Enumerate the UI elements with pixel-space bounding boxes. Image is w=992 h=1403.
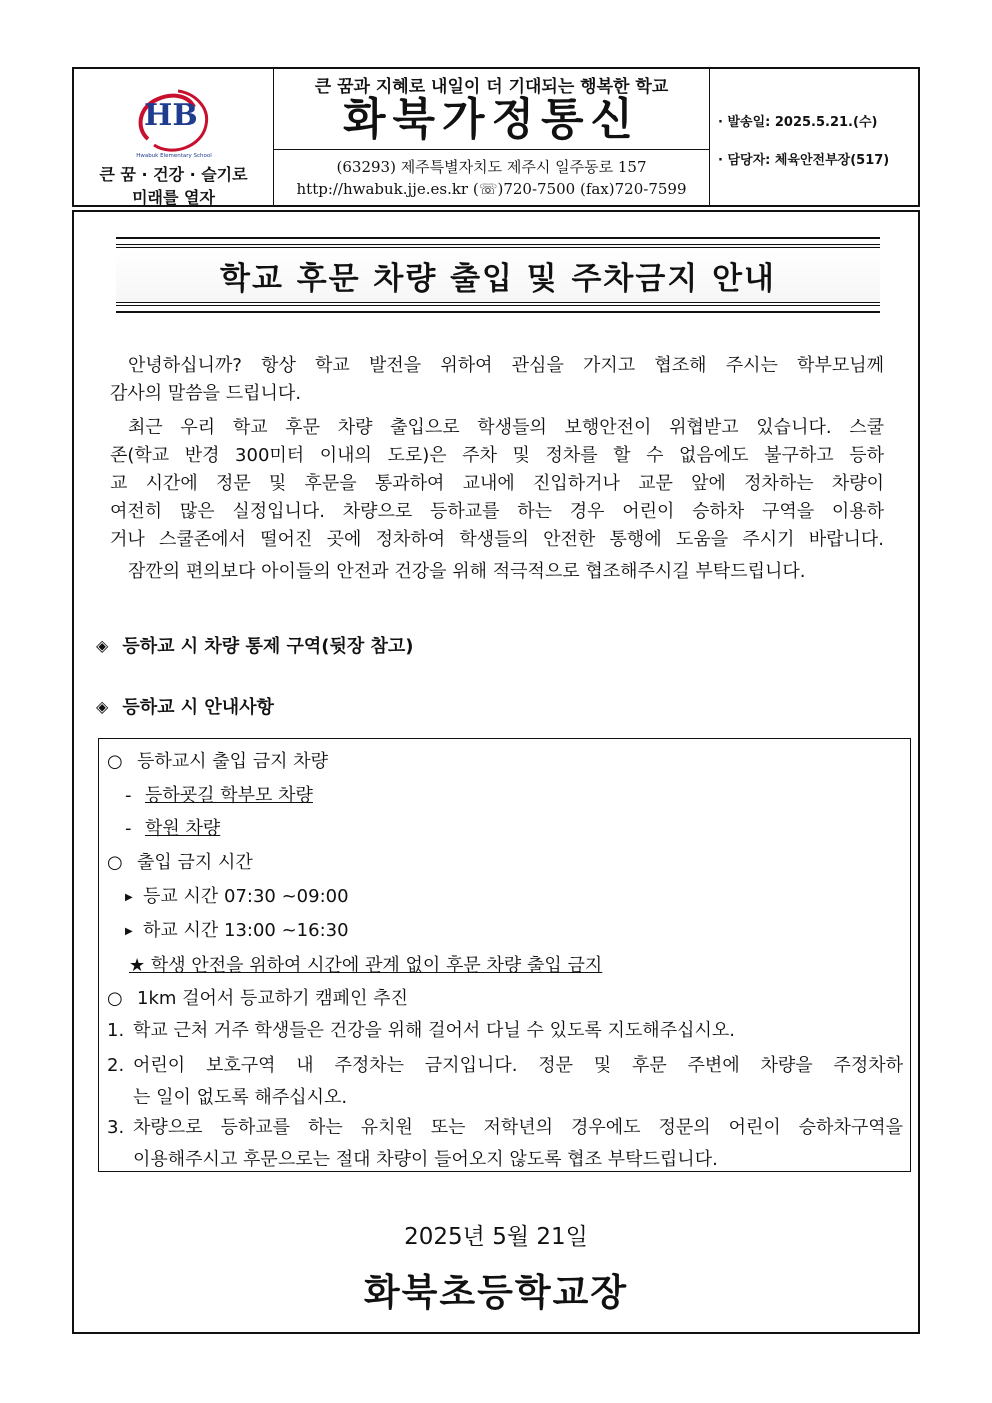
triangle-bullet-icon: ▶ (125, 926, 133, 937)
paragraph-line: 잠깐의 편의보다 아이들의 안전과 건강을 위해 적극적으로 협조해주시길 부탁드립니다. (128, 561, 806, 582)
paragraph-line: 교 시간에 정문 및 후문을 통과하여 교내에 진입하거나 교문 앞에 정차하는 차량이 (110, 473, 884, 494)
logo-school-name: Hwabuk Elementary School (136, 153, 212, 159)
school-slogan: 큰 꿈과 지혜로 내일이 더 기대되는 행복한 학교 (314, 77, 669, 97)
banned-vehicles-heading: ○ 등하교시 출입 금지 차량 (107, 749, 328, 775)
paragraph-situation (110, 414, 884, 554)
guidance-box (98, 738, 911, 1172)
dash-bullet-icon: - (125, 785, 132, 806)
section-title: 등하교 시 차량 통제 구역(뒷장 참고) (122, 636, 414, 657)
paragraph-request (110, 558, 884, 586)
time-item: ▶ 등교 시간 07:30 ~09:00 (125, 884, 349, 911)
campaign-heading: ○ 1km 걸어서 등교하기 캠페인 추진 (107, 986, 408, 1012)
page-title: 학교 후문 차량 출입 및 주차금지 안내 (220, 260, 776, 297)
person-in-charge: · 담당자: 체육안전부장(517) (718, 153, 890, 168)
logo-letters: HB (144, 98, 198, 133)
rule-item: 1. 학교 근처 거주 학생들은 건강을 위해 걸어서 다닐 수 있도록 지도해주십시오. (107, 1020, 735, 1041)
paragraph-line: 감사의 말씀을 드립니다. (110, 383, 302, 404)
triangle-bullet-icon: ▶ (125, 892, 133, 903)
circle-bullet-icon: ○ (107, 988, 123, 1009)
circle-bullet-icon: ○ (107, 852, 123, 873)
star-note: ★ 학생 안전을 위하여 시간에 관계 없이 후문 차량 출입 금지 (129, 955, 603, 976)
title-band (116, 244, 880, 306)
rule-item: 2. 어린이 보호구역 내 주정차는 금지입니다. 정문 및 후문 주변에 차량을 주정차하 는 일이 없도록 해주십시오. (107, 1055, 903, 1108)
paragraph-line: 거나 스쿨존에서 떨어진 곳에 정차하여 학생들의 안전한 통행에 도움을 주시기 바랍니다. (110, 529, 884, 550)
header-divider (274, 149, 709, 150)
star-icon: ★ (129, 955, 151, 976)
time-item: ▶ 하교 시간 13:00 ~16:30 (125, 918, 349, 945)
banned-time-heading: ○ 출입 금지 시간 (107, 850, 253, 876)
title-cell (274, 69, 710, 205)
section-title: 등하교 시 안내사항 (122, 697, 274, 718)
section-control-zone (96, 632, 414, 658)
circle-bullet-icon: ○ (107, 751, 123, 772)
newsletter-title: 화북가정통신 (342, 94, 641, 145)
issue-date: · 발송일: 2025.5.21.(수) (718, 115, 878, 130)
paragraph-line: 최근 우리 학교 후문 차량 출입으로 학생들의 보행안전이 위협받고 있습니다. 스쿨 (128, 417, 884, 438)
newsletter-header (72, 67, 920, 207)
logo-cell (74, 69, 274, 205)
letter-body (72, 210, 920, 1334)
diamond-bullet-icon: ◈ (96, 635, 109, 655)
diamond-bullet-icon: ◈ (96, 696, 109, 716)
letter-date: 2025년 5월 21일 (404, 1224, 588, 1250)
motto-line-1: 큰 꿈 · 건강 · 슬기로 (99, 165, 248, 184)
section-guidance (96, 693, 274, 719)
paragraph-line: 존(학교 반경 300미터 이내의 도로)은 주차 및 정차를 할 수 없음에도 불구하고 등하 (110, 445, 884, 466)
rule-item: 3. 차량으로 등하교를 하는 유치원 또는 저학년의 경우에도 정문의 어린이 승하차구역을 이용해주시고 후문으로는 절대 차량이 들어오지 않도록 협조 부탁드립니다. (107, 1117, 903, 1170)
school-address: (63293) 제주특별자치도 제주시 일주동로 157 (336, 158, 647, 176)
motto-line-2: 미래를 열자 (132, 188, 215, 207)
school-logo-icon (132, 77, 216, 161)
dash-bullet-icon: - (125, 818, 132, 839)
banned-item: - 학원 차량 (125, 816, 220, 842)
school-contact: http://hwabuk.jje.es.kr (☏)720-7500 (fax)720-7599 (296, 180, 687, 198)
paragraph-line: 안녕하십니까? 항상 학교 발전을 위하여 관심을 가지고 협조해 주시는 학부모님께 (128, 355, 884, 376)
principal-signature: 화북초등학교장 (363, 1271, 629, 1314)
paragraph-greeting (110, 352, 884, 408)
banned-item: - 등하굣길 학부모 차량 (125, 783, 313, 809)
paragraph-line: 여전히 많은 실정입니다. 차량으로 등하교를 하는 경우 어린이 승하차 구역을 이용하 (110, 501, 884, 522)
info-cell (710, 69, 918, 205)
school-motto (74, 163, 273, 209)
